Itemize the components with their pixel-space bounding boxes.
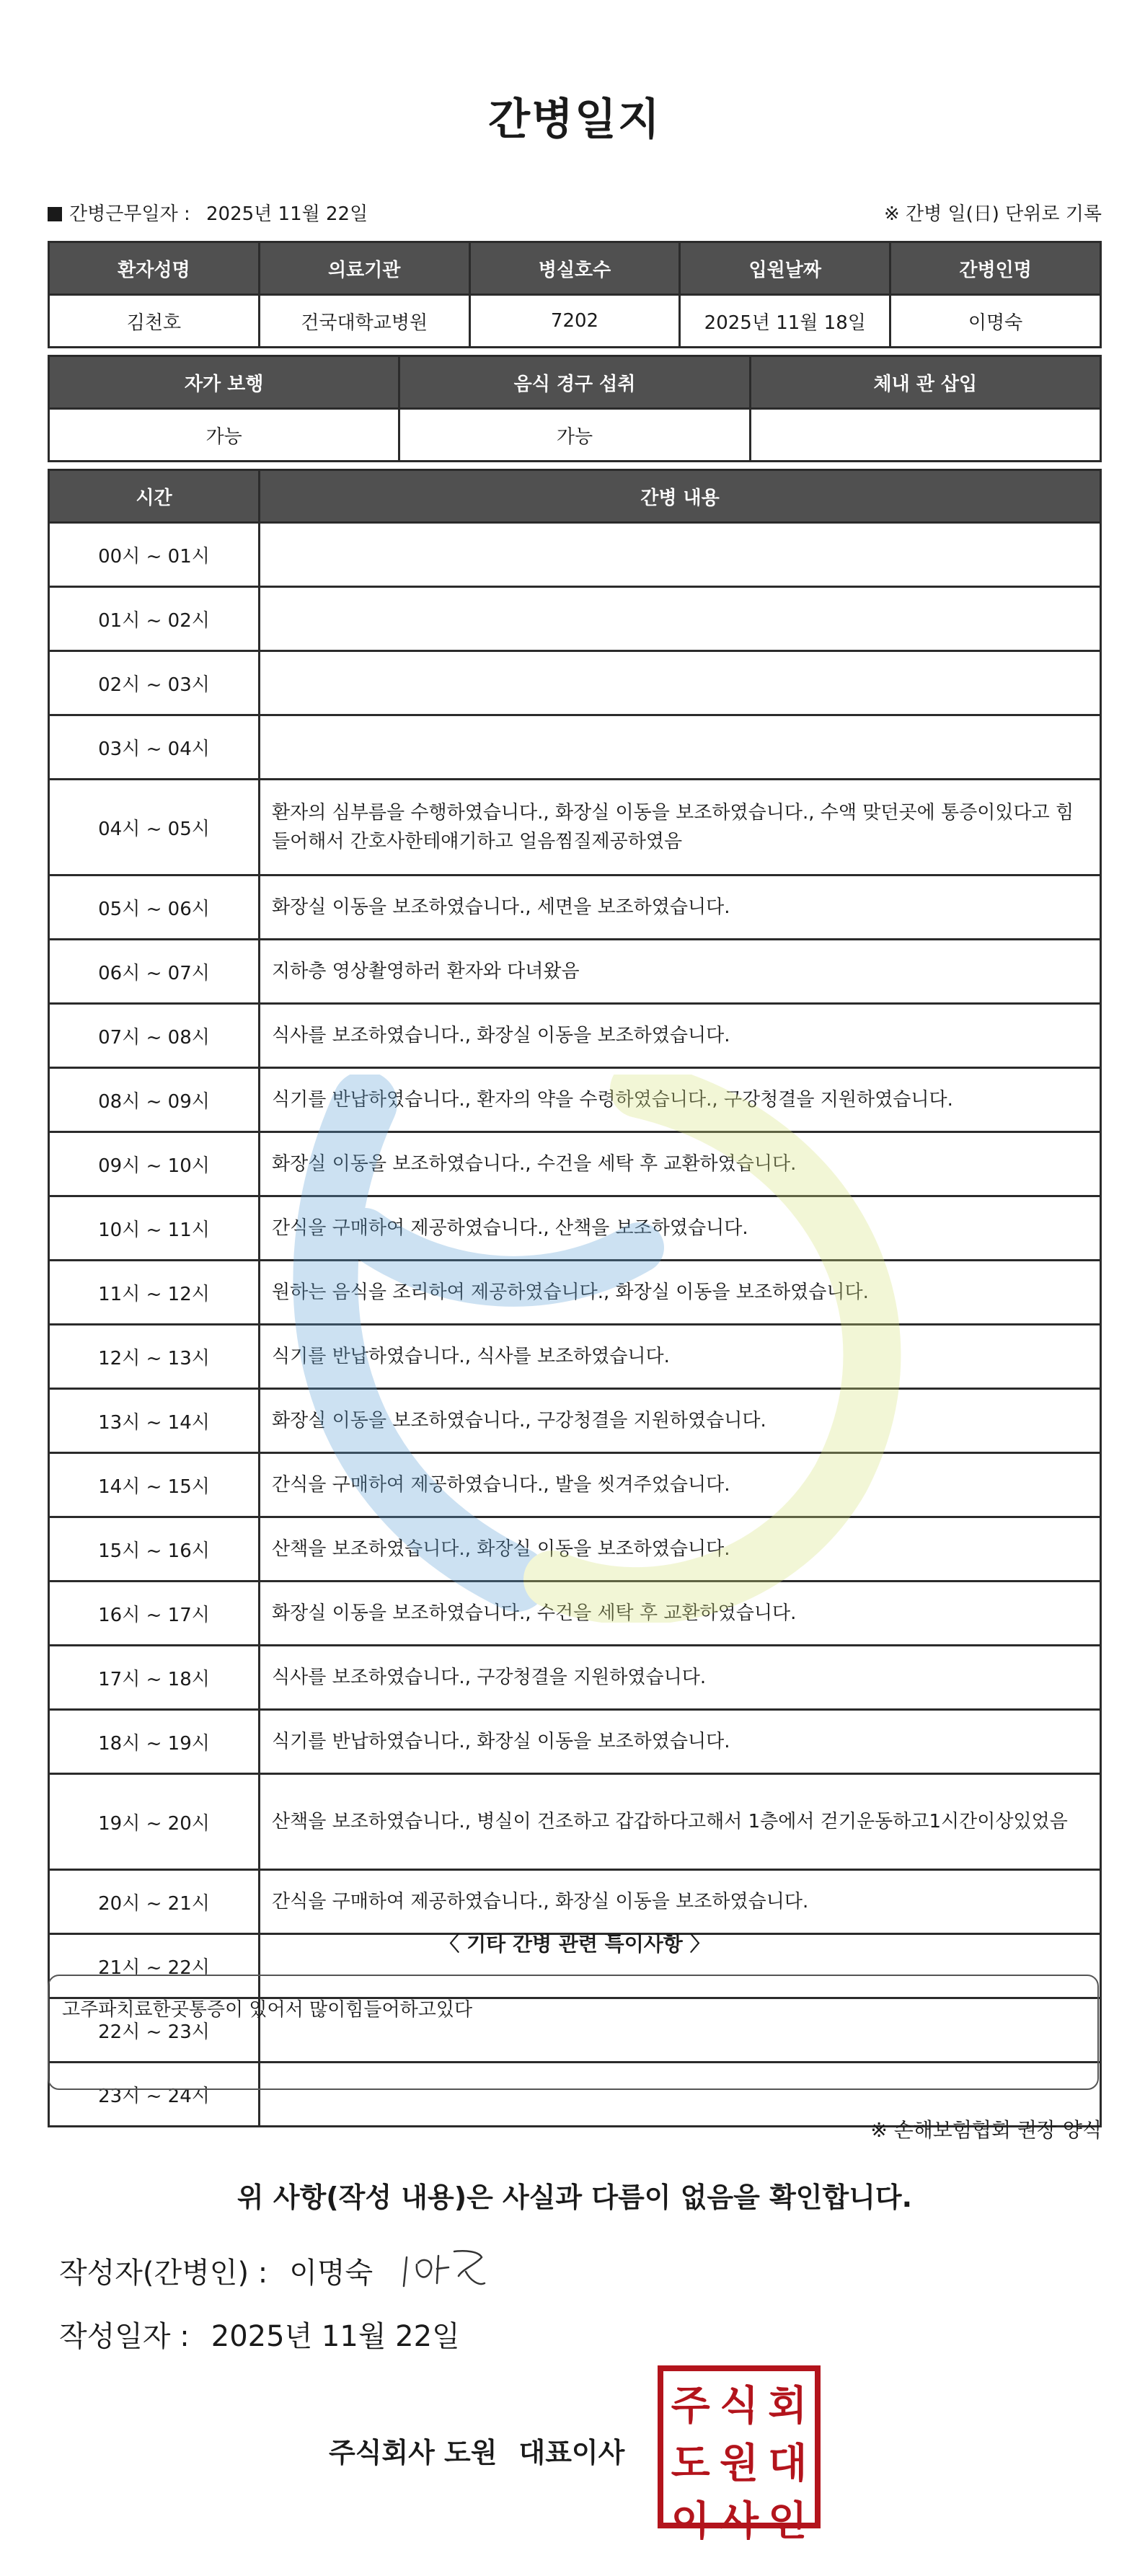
log-time: 23시 ~ 24시 bbox=[49, 2063, 260, 2127]
author-line bbox=[59, 2250, 373, 2291]
log-content: 식기를 반납하였습니다., 환자의 약을 수령하였습니다., 구강청결을 지원하였습니다. bbox=[260, 1068, 1101, 1132]
log-time: 19시 ~ 20시 bbox=[49, 1774, 260, 1870]
log-row bbox=[49, 940, 1101, 1004]
confirmation-statement: 위 사항(작성 내용)은 사실과 다름이 없음을 확인합니다. bbox=[236, 2182, 913, 2213]
log-row bbox=[49, 587, 1101, 651]
log-content bbox=[260, 587, 1101, 651]
work-date-value: 2025년 11월 22일 bbox=[206, 203, 368, 225]
signature-icon bbox=[394, 2236, 502, 2301]
log-row bbox=[49, 1068, 1101, 1132]
log-content: 식사를 보조하였습니다., 구강청결을 지원하였습니다. bbox=[260, 1646, 1101, 1710]
square-bullet-icon bbox=[48, 207, 62, 221]
log-content: 식기를 반납하였습니다., 식사를 보조하였습니다. bbox=[260, 1325, 1101, 1389]
written-date-line bbox=[59, 2313, 460, 2355]
header-time: 시간 bbox=[49, 470, 260, 523]
company-seal-stamp bbox=[658, 2365, 821, 2545]
log-content: 간식을 구매하여 제공하였습니다., 화장실 이동을 보조하였습니다. bbox=[260, 1870, 1101, 1934]
work-date-label: 간병근무일자 : bbox=[69, 203, 190, 225]
log-time: 08시 ~ 09시 bbox=[49, 1068, 260, 1132]
log-row bbox=[49, 523, 1101, 587]
log-row bbox=[49, 1646, 1101, 1710]
log-time: 20시 ~ 21시 bbox=[49, 1870, 260, 1934]
company-name: 주식회사 도원 bbox=[329, 2437, 498, 2469]
log-content: 식사를 보조하였습니다., 화장실 이동을 보조하였습니다. bbox=[260, 1004, 1101, 1068]
log-time: 06시 ~ 07시 bbox=[49, 940, 260, 1004]
log-row bbox=[49, 1325, 1101, 1389]
company-line bbox=[329, 2430, 624, 2470]
log-time: 11시 ~ 12시 bbox=[49, 1261, 260, 1325]
log-content: 산책을 보조하였습니다., 병실이 건조하고 갑갑하다고해서 1층에서 걷기운동하고1시간이상있었음 bbox=[260, 1774, 1101, 1870]
notes-box bbox=[48, 1975, 1099, 2090]
header-room: 병실호수 bbox=[469, 242, 680, 295]
written-date-value: 2025년 11월 22일 bbox=[211, 2320, 460, 2353]
header-oral-intake: 음식 경구 섭취 bbox=[399, 356, 750, 409]
header-content: 간병 내용 bbox=[260, 470, 1101, 523]
caregiver-name: 이명숙 bbox=[890, 295, 1101, 348]
log-time: 18시 ~ 19시 bbox=[49, 1710, 260, 1774]
log-content: 화장실 이동을 보조하였습니다., 수건을 세탁 후 교환하였습니다. bbox=[260, 1582, 1101, 1646]
log-content bbox=[260, 523, 1101, 587]
patient-name: 김천호 bbox=[49, 295, 260, 348]
log-row bbox=[49, 1453, 1101, 1517]
header-walking: 자가 보행 bbox=[49, 356, 399, 409]
seal-char: 인 bbox=[768, 2498, 808, 2545]
seal-char: 원 bbox=[719, 2440, 759, 2487]
log-row bbox=[49, 1389, 1101, 1453]
work-date bbox=[48, 199, 368, 226]
log-content: 원하는 음식을 조리하여 제공하였습니다., 화장실 이동을 보조하였습니다. bbox=[260, 1261, 1101, 1325]
log-content: 화장실 이동을 보조하였습니다., 수건을 세탁 후 교환하였습니다. bbox=[260, 1132, 1101, 1196]
log-row bbox=[49, 1517, 1101, 1582]
header-admission-date: 입원날짜 bbox=[680, 242, 890, 295]
log-content bbox=[260, 715, 1101, 780]
room-number: 7202 bbox=[469, 295, 680, 348]
company-rep: 대표이사 bbox=[518, 2437, 625, 2469]
written-date-label: 작성일자 : bbox=[59, 2320, 190, 2353]
log-time: 03시 ~ 04시 bbox=[49, 715, 260, 780]
log-time: 21시 ~ 22시 bbox=[49, 1934, 260, 1998]
mobility-table bbox=[48, 355, 1102, 462]
header-hospital: 의료기관 bbox=[259, 242, 469, 295]
seal-char: 도 bbox=[671, 2440, 710, 2487]
author-label: 작성자(간병인) : bbox=[59, 2257, 268, 2290]
walking-value: 가능 bbox=[49, 409, 399, 462]
log-time: 16시 ~ 17시 bbox=[49, 1582, 260, 1646]
log-time: 04시 ~ 05시 bbox=[49, 780, 260, 875]
log-row bbox=[49, 1261, 1101, 1325]
log-time: 10시 ~ 11시 bbox=[49, 1196, 260, 1261]
log-row bbox=[49, 1196, 1101, 1261]
log-content: 화장실 이동을 보조하였습니다., 구강청결을 지원하였습니다. bbox=[260, 1389, 1101, 1453]
hospital-name: 건국대학교병원 bbox=[259, 295, 469, 348]
log-content: 산책을 보조하였습니다., 화장실 이동을 보조하였습니다. bbox=[260, 1517, 1101, 1582]
log-row bbox=[49, 1710, 1101, 1774]
tube-value bbox=[750, 409, 1100, 462]
seal-char: 이 bbox=[671, 2498, 710, 2545]
log-time: 12시 ~ 13시 bbox=[49, 1325, 260, 1389]
log-time: 09시 ~ 10시 bbox=[49, 1132, 260, 1196]
log-row bbox=[49, 1004, 1101, 1068]
log-time: 13시 ~ 14시 bbox=[49, 1389, 260, 1453]
log-time: 22시 ~ 23시 bbox=[49, 1998, 260, 2063]
log-time: 05시 ~ 06시 bbox=[49, 875, 260, 940]
log-content: 화장실 이동을 보조하였습니다., 세면을 보조하였습니다. bbox=[260, 875, 1101, 940]
log-time: 01시 ~ 02시 bbox=[49, 587, 260, 651]
log-content: 식기를 반납하였습니다., 화장실 이동을 보조하였습니다. bbox=[260, 1710, 1101, 1774]
log-content: 환자의 심부름을 수행하였습니다., 화장실 이동을 보조하였습니다., 수액 맞던곳에 통증이있다고 힘들어해서 간호사한테얘기하고 얼음찜질제공하였음 bbox=[260, 780, 1101, 875]
log-time: 02시 ~ 03시 bbox=[49, 651, 260, 715]
seal-char: 식 bbox=[719, 2383, 759, 2430]
log-row bbox=[49, 875, 1101, 940]
author-name: 이명숙 bbox=[289, 2257, 373, 2290]
header-patient-name: 환자성명 bbox=[49, 242, 260, 295]
log-time: 17시 ~ 18시 bbox=[49, 1646, 260, 1710]
log-row bbox=[49, 1870, 1101, 1934]
log-content bbox=[260, 651, 1101, 715]
log-time: 15시 ~ 16시 bbox=[49, 1517, 260, 1582]
log-content: 지하층 영상촬영하러 환자와 다녀왔음 bbox=[260, 940, 1101, 1004]
seal-char: 대 bbox=[768, 2440, 808, 2487]
log-row bbox=[49, 1582, 1101, 1646]
header-tube: 체내 관 삽입 bbox=[750, 356, 1100, 409]
page-title: 간병일지 bbox=[488, 94, 661, 145]
log-time: 07시 ~ 08시 bbox=[49, 1004, 260, 1068]
unit-note: ※ 간병 일(日) 단위로 기록 bbox=[883, 203, 1102, 225]
log-content: 간식을 구매하여 제공하였습니다., 발을 씻겨주었습니다. bbox=[260, 1453, 1101, 1517]
log-time: 00시 ~ 01시 bbox=[49, 523, 260, 587]
oral-intake-value: 가능 bbox=[399, 409, 750, 462]
log-row bbox=[49, 715, 1101, 780]
notes-content: 고주파치료한곳통증이 있어서 많이힘들어하고있다 bbox=[62, 1999, 473, 2021]
form-note: ※ 손해보험협회 권장 양식 bbox=[870, 2118, 1102, 2142]
log-row bbox=[49, 1774, 1101, 1870]
care-log-table bbox=[48, 469, 1102, 2127]
patient-info-table bbox=[48, 241, 1102, 348]
log-content: 간식을 구매하여 제공하였습니다., 산책을 보조하였습니다. bbox=[260, 1196, 1101, 1261]
log-row bbox=[49, 780, 1101, 875]
admission-date: 2025년 11월 18일 bbox=[680, 295, 890, 348]
notes-title: 〈 기타 간병 관련 특이사항 〉 bbox=[439, 1932, 710, 1956]
log-time: 14시 ~ 15시 bbox=[49, 1453, 260, 1517]
seal-char: 사 bbox=[719, 2498, 759, 2545]
meta-row bbox=[48, 196, 1102, 225]
seal-char: 회 bbox=[768, 2383, 808, 2430]
log-row bbox=[49, 1132, 1101, 1196]
log-row bbox=[49, 651, 1101, 715]
seal-char: 주 bbox=[671, 2383, 710, 2430]
header-caregiver: 간병인명 bbox=[890, 242, 1101, 295]
